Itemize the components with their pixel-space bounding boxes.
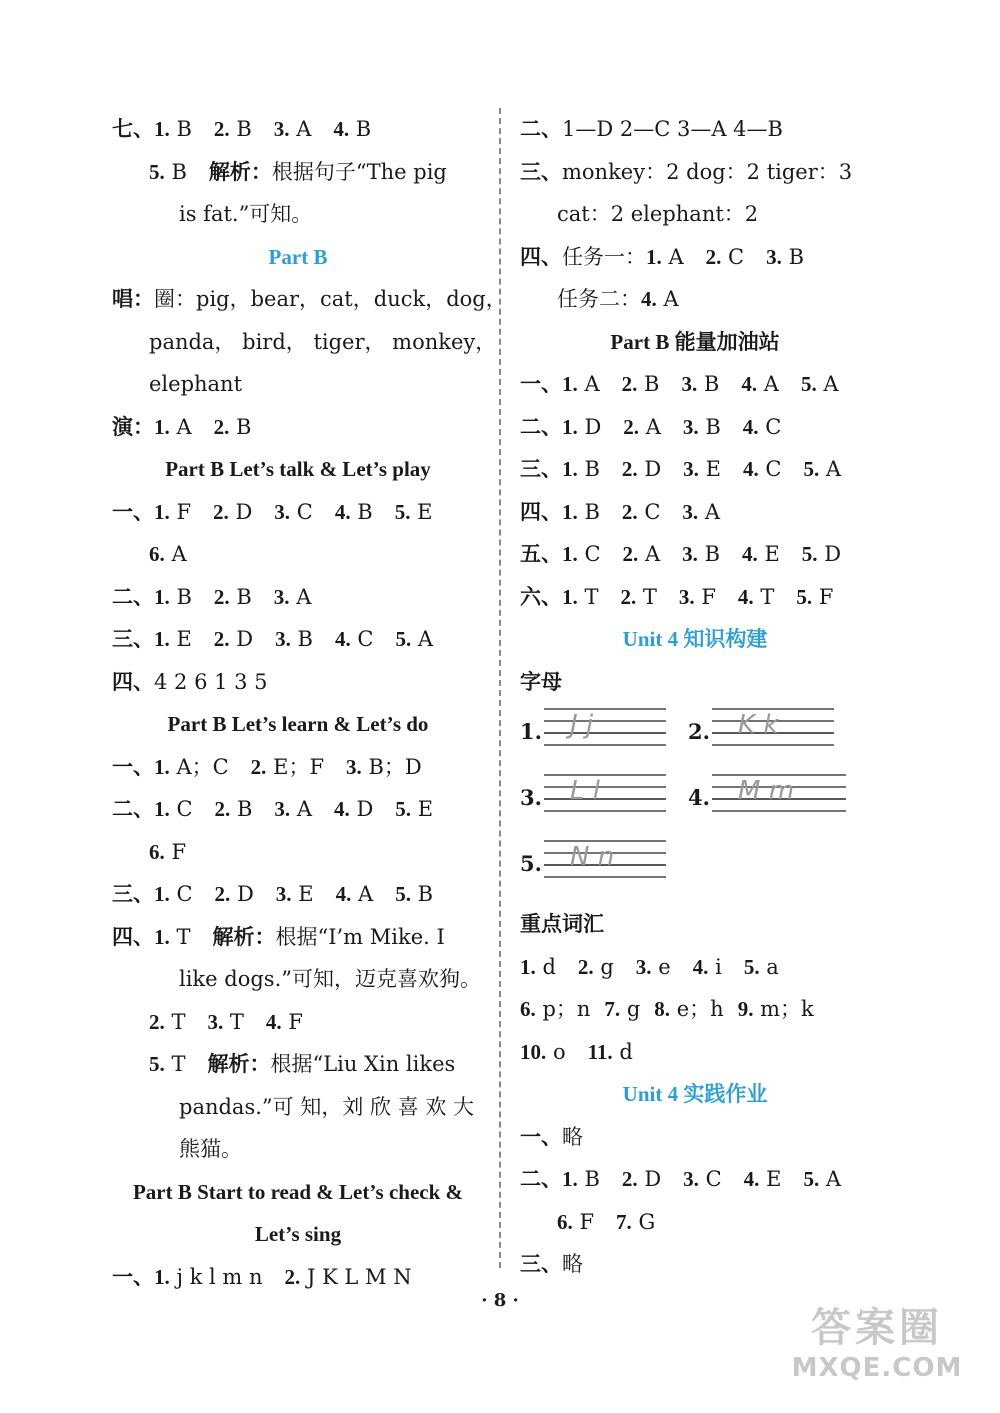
right-row-3-cont: cat：2 elephant：2 [557,202,759,226]
four-line-grid [712,705,834,749]
learn-row-4-c-expl: pandas.”可 知，刘 欣 喜 欢 大 [179,1094,475,1119]
talk-row-1: 一、1. F 2. D 3. C 4. B 5. E [112,498,433,524]
yan-row: 演：1. A 2. B [112,413,252,439]
explanation-text: is fat.”可知。 [179,202,313,226]
learn-row-3: 三、1. C 2. D 3. E 4. A 5. B [112,881,434,906]
handwriting-letters: 1. J j 2. K k 3. L l 4. M m 5. N n [520,703,870,903]
watermark-logo [772,1303,982,1393]
energy-row-5: 五、1. C 2. A 3. B 4. E 5. D [520,541,842,566]
column-divider [499,108,501,1268]
handwritten-letters: J j [570,710,594,740]
practice-row-2-cont: 6. F 7. G [557,1209,656,1234]
section-heading-read-2: Let’s sing [254,1222,342,1246]
learn-row-4-c-expl-2: 熊猫。 [179,1137,242,1161]
vocab-heading: 重点词汇 [520,912,604,936]
practice-row-1: 一、略 [520,1123,583,1149]
learn-row-4-c: 5. T 解析：根据“Liu Xin likes [149,1051,456,1076]
right-row-4-task2: 任务二：4. A [557,287,679,311]
handwritten-letters: N n [570,842,615,872]
section-heading-talk: Part B Let’s talk & Let’s play [165,457,431,481]
energy-row-3: 三、1. B 2. D 3. E 4. C 5. A [520,456,842,481]
talk-row-2: 二、1. B 2. B 3. A [112,583,312,609]
handwritten-letters: K k [738,710,779,740]
learn-row-2: 二、1. C 2. B 3. A 4. D 5. E [112,796,434,821]
four-line-grid [544,771,666,815]
vocab-row-2: 6. p；n 7. g 8. e；h 9. m；k [520,997,814,1021]
learn-row-4: 四、1. T 解析：根据“I’m Mike. I [112,923,445,949]
energy-row-6: 六、1. T 2. T 3. F 4. T 5. F [520,583,834,609]
vocab-row-3: 10. o 11. d [520,1039,633,1064]
learn-row-4-expl: like dogs.”可知，迈克喜欢狗。 [179,967,481,991]
energy-row-2: 二、1. D 2. A 3. B 4. C [520,413,782,439]
letters-heading: 字母 [520,669,562,694]
four-line-grid [544,705,666,749]
watermark-title: 答案圈 [811,1305,943,1351]
section-heading-learn: Part B Let’s learn & Let’s do [167,712,429,736]
section-heading-unit4-practice: Unit 4 实践作业 [622,1082,768,1106]
section-heading-read: Part B Start to read & Let’s check & [132,1179,464,1204]
right-column [520,108,870,1286]
section-heading-energy: Part B 能量加油站 [610,329,780,354]
talk-row-4: 四、4 2 6 1 3 5 [112,668,268,694]
learn-row-1: 一、1. A；C 2. E；F 3. B；D [112,753,422,779]
practice-row-3: 三、略 [520,1251,583,1276]
energy-row-4: 四、1. B 2. C 3. A [520,498,720,524]
handwritten-letters: M m [738,776,795,806]
energy-row-1: 一、1. A 2. B 3. B 4. A 5. A [520,371,839,396]
learn-row-2-cont: 6. F [149,839,187,864]
section-label: 七、 [112,116,154,141]
four-line-grid [544,837,666,881]
chang-row-2: panda， bird， tiger， monkey， [149,329,497,354]
chang-row: 唱：圈：pig，bear，cat，duck，dog， [112,286,507,311]
four-line-grid [712,771,846,815]
section-heading-part-b: Part B [268,244,328,269]
page-number: · 8 · [481,1290,519,1311]
practice-row-2: 二、1. B 2. D 3. C 4. E 5. A [520,1166,842,1191]
learn-row-4-b: 2. T 3. T 4. F [149,1009,303,1034]
right-row-3: 三、monkey：2 dog：2 tiger：3 [520,158,853,184]
read-row-1: 一、1. j k l m n 2. J K L M N [112,1263,412,1289]
right-row-2: 二、1—D 2—C 3—A 4—B [520,116,783,141]
right-row-4: 四、任务一：1. A 2. C 3. B [520,243,804,269]
section-heading-unit4-build: Unit 4 知识构建 [622,627,768,651]
answer-row-7-5: 5. B 解析：根据句子“The pig [149,158,447,184]
talk-row-3: 三、1. E 2. D 3. B 4. C 5. A [112,626,434,651]
watermark-url: MXQE.COM [791,1353,963,1383]
vocab-row-1: 1. d 2. g 3. e 4. i 5. a [520,954,779,979]
chang-row-3: elephant [149,372,243,396]
left-column [112,108,507,1298]
answer-row-7: 七、1. B 2. B 3. A 4. B [112,116,372,141]
talk-row-1-cont: 6. A [149,542,187,566]
handwritten-letters: L l [570,776,600,806]
